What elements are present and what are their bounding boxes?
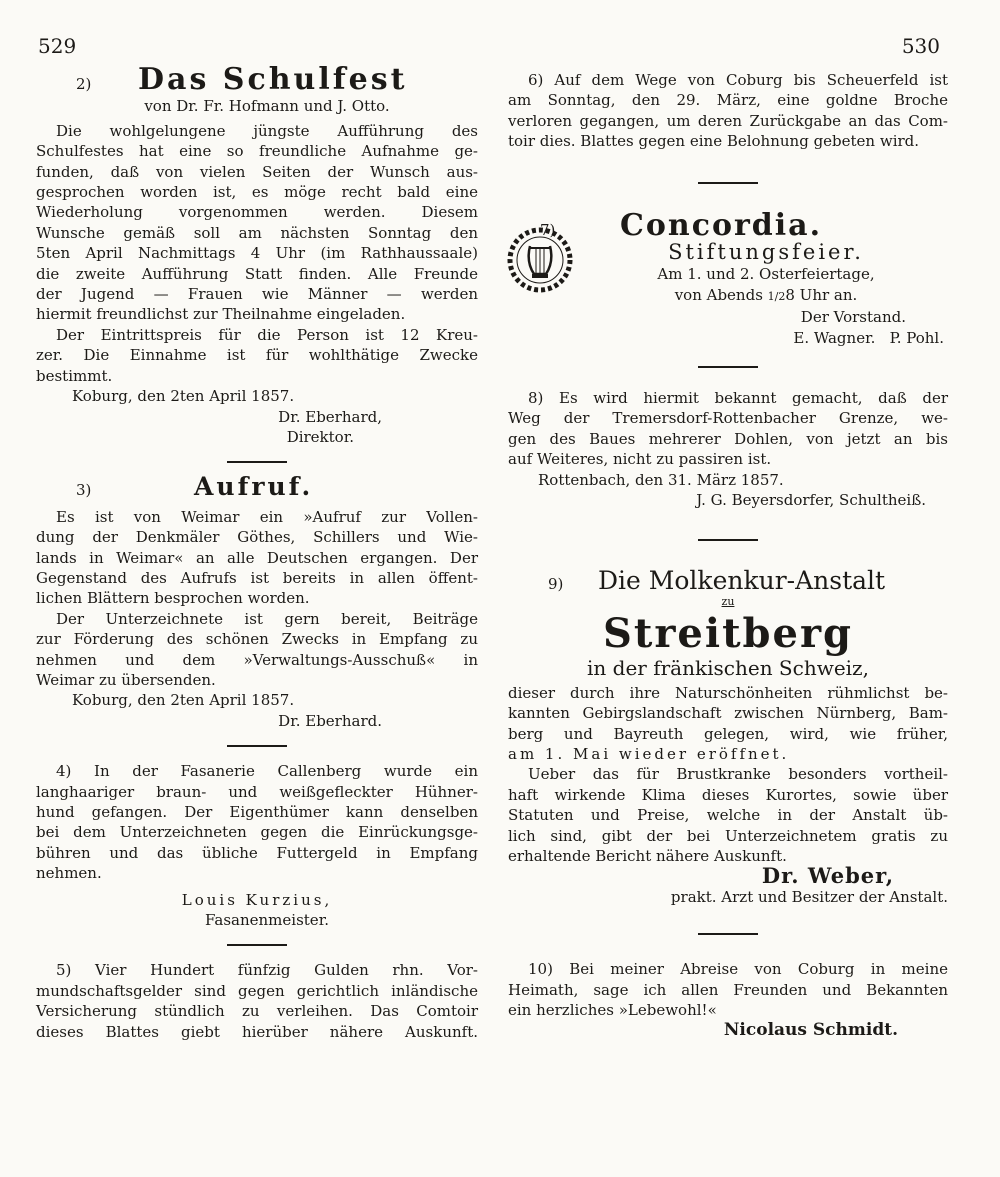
region-line: in der fränkischen Schweiz, (587, 656, 869, 681)
text-line: lichen Blättern besprochen worden. (36, 589, 310, 608)
text-line: zur Förderung des schönen Zwecks in Empfang zu (36, 630, 478, 649)
notice-title: Aufruf. (194, 472, 314, 502)
text-line: Heimath, sage ich allen Freunden und Bekannten (508, 980, 948, 999)
notice-10 (508, 959, 948, 1041)
text-line: dieser durch ihre Naturschönheiten rühmlichst be- (508, 683, 948, 702)
text-line: gen des Baues mehrerer Dohlen, von jetzt an bis (508, 429, 948, 448)
signature: Dr. Eberhard, (278, 407, 382, 426)
signature: Dr. Eberhard. (278, 711, 382, 730)
text-line: dung der Denkmäler Göthes, Schillers und Wie- (36, 528, 478, 547)
text-line: 6) Auf dem Wege von Coburg bis Scheuerfeld ist (528, 71, 948, 89)
text-line: bei dem Unterzeichneten gegen die Einrückungsge- (36, 823, 478, 842)
signature-role: prakt. Arzt und Besitzer der Anstalt. (670, 887, 948, 906)
board-names: E. Wagner. P. Pohl. (793, 328, 944, 347)
notice-9-molkenkur (508, 565, 948, 908)
notice-7-concordia (508, 207, 948, 348)
text-line: kannten Gebirgslandschaft zwischen Nürnberg, Bam- (508, 704, 948, 723)
notice-byline: von Dr. Fr. Hofmann und J. Otto. (144, 97, 390, 116)
notice-number: 2) (76, 75, 92, 93)
text-line: 5ten April Nachmittags 4 Uhr (im Rathhaussaale) (36, 244, 478, 263)
text-line: 10) Bei meiner Abreise von Coburg in meine (528, 960, 948, 979)
text-line: 8) Es wird hiermit bekannt gemacht, daß der (528, 389, 948, 408)
text-line: haft wirkende Klima dieses Kurortes, sowie über (508, 785, 948, 804)
text-line: ein herzliches »Lebewohl!« (508, 1001, 717, 1019)
text-line: die zweite Aufführung Statt finden. Alle Freunde (36, 264, 478, 283)
text-line: am Sonntag, den 29. März, eine goldne Broche (508, 91, 948, 110)
notice-zu: zu (721, 594, 735, 608)
text-line: Wiederholung vorgenommen werden. Diesem (36, 203, 478, 222)
separator (698, 933, 758, 935)
text-line: 4) In der Fasanerie Callenberg wurde ein (56, 762, 478, 781)
text-line: Weimar zu übersenden. (36, 670, 216, 689)
text-line: verloren gegangen, um deren Zurückgabe an das Com- (508, 111, 948, 130)
text-line: Versicherung stündlich zu verleihen. Das Comtoir (36, 1002, 478, 1021)
place-date: Koburg, den 2ten April 1857. (72, 691, 295, 710)
board-label: Der Vorstand. (800, 308, 906, 327)
text-line: nehmen und dem »Verwaltungs-Ausschuß« in (36, 650, 478, 669)
text-line: bühren und das übliche Futtergeld in Empfang (36, 843, 478, 862)
text-line: lich sind, gibt der bei Unterzeichnetem gratis zu (508, 826, 948, 845)
place-date: Koburg, den 2ten April 1857. (72, 387, 295, 406)
text-line: Schulfestes hat eine so freundliche Aufnahme ge- (36, 142, 478, 161)
text-line: funden, daß von vielen Seiten der Wunsch aus- (36, 162, 478, 181)
text-line: Statuten und Preise, welche in der Anstalt üb- (508, 806, 948, 825)
text-line: Es ist von Weimar ein »Aufruf zur Vollen- (56, 507, 478, 526)
notice-number: 3) (76, 481, 92, 500)
notice-2-schulfest (36, 62, 478, 447)
notice-title: Die Molkenkur-Anstalt (598, 565, 886, 595)
separator (698, 539, 758, 541)
page-number-right: 530 (901, 34, 940, 58)
place-date: Rottenbach, den 31. März 1857. (538, 470, 784, 489)
text-line: von Abends 1/28 Uhr an. (674, 285, 858, 304)
text-line: Der Unterzeichnete ist gern bereit, Beiträge (56, 609, 478, 628)
notice-title: Das Schulfest (138, 62, 408, 97)
town-name: Streitberg (602, 610, 854, 658)
text-line: Weg der Tremersdorf-Rottenbacher Grenze, we- (508, 409, 948, 428)
text-line: hiermit freundlichst zur Theilnahme eingeladen. (36, 305, 406, 324)
text-line: langhaariger braun- und weißgefleckter Hühner- (36, 782, 478, 801)
notice-5 (36, 960, 478, 1042)
text-line: Die wohlgelungene jüngste Aufführung des (56, 121, 478, 140)
text-line: zer. Die Einnahme ist für wohlthätige Zwecke (36, 346, 478, 365)
text-line: Wunsche gemäß soll am nächsten Sonntag den (36, 223, 478, 242)
text-line: mundschaftsgelder sind gegen gerichtlich inländische (36, 981, 478, 1000)
text-line: am 1. Mai wieder eröffnet. (508, 744, 790, 763)
notice-title: Concordia. (620, 207, 823, 243)
text-line: Gegenstand des Aufrufs ist bereits in allen öffent- (36, 568, 478, 587)
left-column (36, 62, 478, 1042)
notice-6 (508, 70, 948, 152)
right-column (508, 70, 948, 1041)
page-number-left: 529 (38, 34, 77, 58)
separator (227, 944, 287, 946)
signature: Nicolaus Schmidt. (723, 1020, 898, 1041)
text-line: berg und Bayreuth gelegen, wird, wie früher, (508, 724, 948, 743)
signature: Louis Kurzius, (181, 890, 333, 909)
text-line: Ueber das für Brustkranke besonders vortheil- (528, 765, 948, 784)
notice-3-aufruf (36, 472, 478, 731)
text-line: Der Eintrittspreis für die Person ist 12 Kreu- (56, 325, 478, 344)
signature: Dr. Weber, (761, 863, 894, 889)
signature-role: Fasanenmeister. (205, 911, 329, 930)
notice-subtitle: Stiftungsfeier. (668, 240, 864, 265)
notice-8 (508, 388, 948, 510)
text-line: erhaltende Bericht nähere Auskunft. (508, 846, 787, 865)
text-line: dieses Blattes giebt hierüber nähere Auskunft. (36, 1022, 478, 1041)
notice-4 (36, 761, 478, 930)
text-line: gesprochen worden ist, es möge recht bald eine (36, 183, 478, 202)
signature: J. G. Beyersdorfer, Schultheiß. (696, 491, 926, 510)
text-line: toir dies. Blattes gegen eine Belohnung gebeten wird. (508, 132, 920, 151)
separator (227, 461, 287, 463)
separator (698, 182, 758, 184)
separator (698, 366, 758, 368)
signature-role: Direktor. (286, 427, 354, 446)
notice-number: 7) (540, 220, 556, 239)
text-line: lands in Weimar« an alle Deutschen ergangen. Der (36, 548, 478, 567)
text-line: 5) Vier Hundert fünfzig Gulden rhn. Vor- (56, 961, 478, 980)
text-line: bestimmt. (36, 366, 113, 385)
text-line: nehmen. (36, 864, 102, 883)
text-line: auf Weiteres, nicht zu passiren ist. (508, 450, 772, 469)
text-line: der Jugend — Frauen wie Männer — werden (36, 285, 478, 304)
notice-number: 9) (548, 574, 564, 593)
text-line: hund gefangen. Der Eigenthümer kann denselben (36, 803, 478, 821)
text-line: Am 1. und 2. Osterfeiertage, (657, 265, 875, 284)
separator (227, 745, 287, 747)
